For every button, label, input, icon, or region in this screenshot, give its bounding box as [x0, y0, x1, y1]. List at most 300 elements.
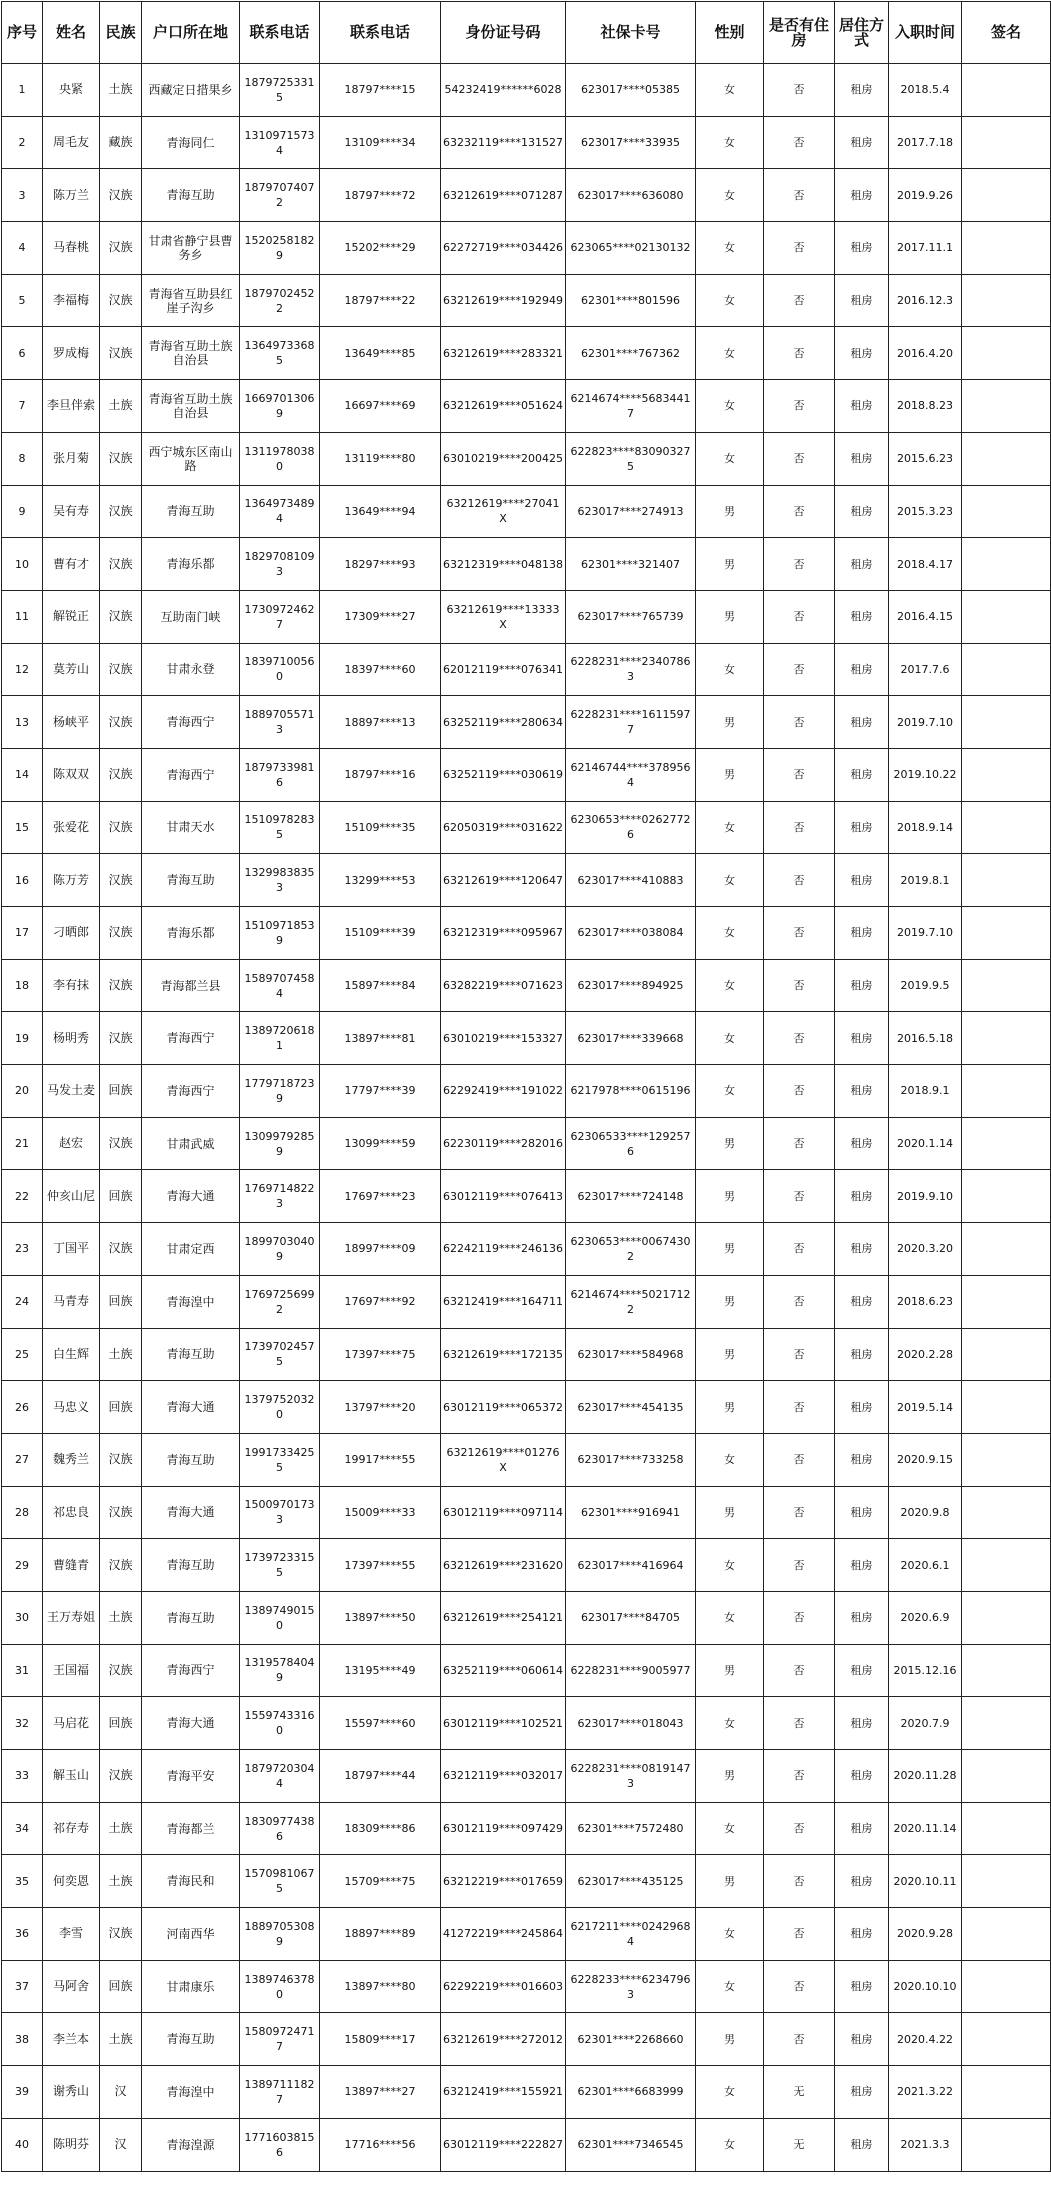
table-row — [2, 1539, 1051, 1592]
cell-signature[interactable] — [962, 380, 1051, 433]
cell-gender: 女 — [696, 1065, 764, 1118]
cell-phone-masked: 13897****80 — [320, 1960, 441, 2013]
cell-has-house: 否 — [764, 64, 835, 117]
cell-name: 张月菊 — [43, 432, 100, 485]
cell-index: 27 — [2, 1433, 43, 1486]
cell-signature[interactable] — [962, 1802, 1051, 1855]
cell-name: 仲亥山尼 — [43, 1170, 100, 1223]
cell-phone-masked: 15597****60 — [320, 1697, 441, 1750]
cell-index: 35 — [2, 1855, 43, 1908]
cell-id-number: 63252119****060614 — [441, 1644, 566, 1697]
cell-phone-masked: 17309****27 — [320, 590, 441, 643]
table-row — [2, 116, 1051, 169]
table-row — [2, 1433, 1051, 1486]
cell-gender: 男 — [696, 1855, 764, 1908]
col-header-gender: 性别 — [696, 2, 764, 64]
cell-signature[interactable] — [962, 169, 1051, 222]
cell-residence: 租房 — [835, 1065, 889, 1118]
cell-social-card: 623017****894925 — [566, 959, 696, 1012]
cell-has-house: 无 — [764, 2118, 835, 2171]
cell-social-card: 62301****2268660 — [566, 2013, 696, 2066]
cell-hire-date: 2019.8.1 — [889, 854, 962, 907]
cell-hukou: 青海民和 — [142, 1855, 240, 1908]
cell-signature[interactable] — [962, 590, 1051, 643]
cell-hire-date: 2019.5.14 — [889, 1381, 962, 1434]
cell-phone-masked: 18997****09 — [320, 1223, 441, 1276]
cell-ethnicity: 汉族 — [100, 432, 142, 485]
cell-id-number: 63010219****200425 — [441, 432, 566, 485]
cell-has-house: 否 — [764, 1486, 835, 1539]
cell-phone: 15202581829 — [240, 222, 320, 275]
cell-has-house: 否 — [764, 380, 835, 433]
cell-phone: 13299838353 — [240, 854, 320, 907]
cell-phone: 15109718539 — [240, 907, 320, 960]
table-row — [2, 380, 1051, 433]
cell-has-house: 否 — [764, 1591, 835, 1644]
cell-phone-masked: 17397****75 — [320, 1328, 441, 1381]
cell-name: 李有抹 — [43, 959, 100, 1012]
cell-id-number: 63212619****01276X — [441, 1433, 566, 1486]
cell-signature[interactable] — [962, 1855, 1051, 1908]
cell-name: 马发土麦 — [43, 1065, 100, 1118]
header-row — [2, 2, 1051, 64]
cell-signature[interactable] — [962, 801, 1051, 854]
cell-has-house: 否 — [764, 1644, 835, 1697]
cell-social-card: 623017****410883 — [566, 854, 696, 907]
cell-id-number: 63212619****27041X — [441, 485, 566, 538]
cell-phone: 17797187239 — [240, 1065, 320, 1118]
cell-gender: 男 — [696, 590, 764, 643]
cell-hukou: 西宁城东区南山路 — [142, 432, 240, 485]
cell-social-card: 623017****454135 — [566, 1381, 696, 1434]
cell-has-house: 否 — [764, 748, 835, 801]
cell-social-card: 6230653****00674302 — [566, 1223, 696, 1276]
cell-index: 4 — [2, 222, 43, 275]
cell-social-card: 62306533****1292576 — [566, 1117, 696, 1170]
cell-hukou: 青海互助 — [142, 1328, 240, 1381]
cell-hukou: 河南西华 — [142, 1908, 240, 1961]
cell-social-card: 623017****274913 — [566, 485, 696, 538]
cell-has-house: 否 — [764, 801, 835, 854]
cell-residence: 租房 — [835, 485, 889, 538]
cell-gender: 女 — [696, 1539, 764, 1592]
cell-id-number: 63212619****231620 — [441, 1539, 566, 1592]
cell-index: 24 — [2, 1275, 43, 1328]
cell-gender: 男 — [696, 1328, 764, 1381]
cell-gender: 女 — [696, 1908, 764, 1961]
cell-phone: 13797520320 — [240, 1381, 320, 1434]
cell-id-number: 63012119****065372 — [441, 1381, 566, 1434]
cell-phone: 13099792859 — [240, 1117, 320, 1170]
cell-residence: 租房 — [835, 643, 889, 696]
cell-gender: 女 — [696, 327, 764, 380]
col-header-name: 姓名 — [43, 2, 100, 64]
cell-gender: 女 — [696, 2066, 764, 2119]
cell-has-house: 否 — [764, 485, 835, 538]
cell-signature[interactable] — [962, 1697, 1051, 1750]
cell-hukou: 青海互助 — [142, 854, 240, 907]
cell-name: 王万寿姐 — [43, 1591, 100, 1644]
col-header-ethnicity: 民族 — [100, 2, 142, 64]
cell-phone: 17697256992 — [240, 1275, 320, 1328]
cell-id-number: 63282219****071623 — [441, 959, 566, 1012]
cell-id-number: 62292419****191022 — [441, 1065, 566, 1118]
cell-residence: 租房 — [835, 1539, 889, 1592]
cell-hire-date: 2019.9.5 — [889, 959, 962, 1012]
cell-residence: 租房 — [835, 907, 889, 960]
cell-social-card: 623017****435125 — [566, 1855, 696, 1908]
table-row — [2, 1275, 1051, 1328]
cell-ethnicity: 汉族 — [100, 959, 142, 1012]
cell-signature[interactable] — [962, 1644, 1051, 1697]
cell-phone-masked: 13897****50 — [320, 1591, 441, 1644]
cell-ethnicity: 汉族 — [100, 696, 142, 749]
cell-phone: 17697148223 — [240, 1170, 320, 1223]
cell-hire-date: 2018.4.17 — [889, 538, 962, 591]
cell-name: 祁忠良 — [43, 1486, 100, 1539]
col-header-hire-date: 入职时间 — [889, 2, 962, 64]
cell-name: 马青寿 — [43, 1275, 100, 1328]
cell-hukou: 青海互助 — [142, 169, 240, 222]
cell-hire-date: 2018.8.23 — [889, 380, 962, 433]
cell-index: 17 — [2, 907, 43, 960]
cell-id-number: 63212619****272012 — [441, 2013, 566, 2066]
cell-social-card: 6217211****02429684 — [566, 1908, 696, 1961]
cell-index: 20 — [2, 1065, 43, 1118]
cell-index: 39 — [2, 2066, 43, 2119]
cell-hire-date: 2016.5.18 — [889, 1012, 962, 1065]
cell-name: 王国福 — [43, 1644, 100, 1697]
cell-gender: 女 — [696, 274, 764, 327]
table-row — [2, 327, 1051, 380]
cell-signature[interactable] — [962, 1012, 1051, 1065]
cell-name: 解玉山 — [43, 1750, 100, 1803]
cell-hire-date: 2021.3.3 — [889, 2118, 962, 2171]
cell-index: 9 — [2, 485, 43, 538]
cell-gender: 女 — [696, 1802, 764, 1855]
cell-social-card: 6214674****50217122 — [566, 1275, 696, 1328]
cell-hire-date: 2015.12.16 — [889, 1644, 962, 1697]
cell-gender: 女 — [696, 222, 764, 275]
cell-id-number: 63212619****051624 — [441, 380, 566, 433]
cell-social-card: 623017****33935 — [566, 116, 696, 169]
cell-residence: 租房 — [835, 1697, 889, 1750]
cell-id-number: 63212619****071287 — [441, 169, 566, 222]
cell-signature[interactable] — [962, 1117, 1051, 1170]
cell-gender: 女 — [696, 1012, 764, 1065]
cell-name: 魏秀兰 — [43, 1433, 100, 1486]
cell-hukou: 青海省互助土族自治县 — [142, 380, 240, 433]
cell-residence: 租房 — [835, 1223, 889, 1276]
cell-hukou: 青海互助 — [142, 1591, 240, 1644]
table-row — [2, 590, 1051, 643]
table-row — [2, 2118, 1051, 2171]
cell-residence: 租房 — [835, 1855, 889, 1908]
table-row — [2, 1855, 1051, 1908]
cell-signature[interactable] — [962, 907, 1051, 960]
cell-has-house: 否 — [764, 854, 835, 907]
cell-phone-masked: 18897****13 — [320, 696, 441, 749]
cell-signature[interactable] — [962, 2118, 1051, 2171]
cell-ethnicity: 汉族 — [100, 1750, 142, 1803]
cell-signature[interactable] — [962, 1275, 1051, 1328]
cell-hukou: 青海互助 — [142, 485, 240, 538]
cell-id-number: 63012119****076413 — [441, 1170, 566, 1223]
table-row — [2, 1960, 1051, 2013]
cell-ethnicity: 回族 — [100, 1170, 142, 1223]
cell-hukou: 甘肃省静宁县曹务乡 — [142, 222, 240, 275]
cell-social-card: 6230653****02627726 — [566, 801, 696, 854]
cell-signature[interactable] — [962, 959, 1051, 1012]
cell-ethnicity: 土族 — [100, 64, 142, 117]
table-row — [2, 1170, 1051, 1223]
table-row — [2, 1065, 1051, 1118]
cell-hukou: 青海大通 — [142, 1697, 240, 1750]
cell-name: 陈明芬 — [43, 2118, 100, 2171]
cell-residence: 租房 — [835, 116, 889, 169]
cell-name: 周毛友 — [43, 116, 100, 169]
cell-hire-date: 2020.3.20 — [889, 1223, 962, 1276]
cell-hire-date: 2017.7.18 — [889, 116, 962, 169]
cell-phone-masked: 15109****39 — [320, 907, 441, 960]
cell-has-house: 否 — [764, 1328, 835, 1381]
cell-signature[interactable] — [962, 2066, 1051, 2119]
cell-phone: 13649734894 — [240, 485, 320, 538]
cell-signature[interactable] — [962, 538, 1051, 591]
cell-signature[interactable] — [962, 1960, 1051, 2013]
cell-signature[interactable] — [962, 64, 1051, 117]
cell-index: 38 — [2, 2013, 43, 2066]
cell-phone-masked: 18309****86 — [320, 1802, 441, 1855]
table-row — [2, 696, 1051, 749]
cell-social-card: 62301****916941 — [566, 1486, 696, 1539]
cell-signature[interactable] — [962, 1539, 1051, 1592]
cell-residence: 租房 — [835, 1117, 889, 1170]
cell-ethnicity: 汉族 — [100, 538, 142, 591]
cell-signature[interactable] — [962, 485, 1051, 538]
cell-signature[interactable] — [962, 1433, 1051, 1486]
cell-id-number: 63212419****155921 — [441, 2066, 566, 2119]
cell-residence: 租房 — [835, 327, 889, 380]
cell-phone: 15809724717 — [240, 2013, 320, 2066]
cell-social-card: 622823****830903275 — [566, 432, 696, 485]
cell-phone-masked: 16697****69 — [320, 380, 441, 433]
col-header-residence: 居住方式 — [835, 2, 889, 64]
cell-signature[interactable] — [962, 1750, 1051, 1803]
cell-has-house: 否 — [764, 222, 835, 275]
cell-signature[interactable] — [962, 274, 1051, 327]
cell-name: 杨峡平 — [43, 696, 100, 749]
cell-phone: 15009701733 — [240, 1486, 320, 1539]
cell-social-card: 6228231****23407863 — [566, 643, 696, 696]
cell-index: 18 — [2, 959, 43, 1012]
cell-phone-masked: 13195****49 — [320, 1644, 441, 1697]
cell-phone-masked: 17397****55 — [320, 1539, 441, 1592]
cell-signature[interactable] — [962, 1908, 1051, 1961]
cell-gender: 女 — [696, 1960, 764, 2013]
cell-name: 张爱花 — [43, 801, 100, 854]
cell-social-card: 623017****733258 — [566, 1433, 696, 1486]
cell-gender: 男 — [696, 696, 764, 749]
cell-phone: 15109782835 — [240, 801, 320, 854]
cell-has-house: 否 — [764, 1908, 835, 1961]
table-row — [2, 907, 1051, 960]
cell-ethnicity: 汉族 — [100, 169, 142, 222]
cell-phone-masked: 13649****85 — [320, 327, 441, 380]
table-row — [2, 274, 1051, 327]
cell-signature[interactable] — [962, 643, 1051, 696]
cell-signature[interactable] — [962, 116, 1051, 169]
cell-ethnicity: 土族 — [100, 1328, 142, 1381]
cell-phone-masked: 18797****22 — [320, 274, 441, 327]
cell-index: 23 — [2, 1223, 43, 1276]
cell-phone: 18797024522 — [240, 274, 320, 327]
cell-hukou: 青海省互助土族自治县 — [142, 327, 240, 380]
cell-gender: 女 — [696, 380, 764, 433]
cell-name: 赵宏 — [43, 1117, 100, 1170]
cell-hukou: 青海湟中 — [142, 1275, 240, 1328]
cell-ethnicity: 汉 — [100, 2118, 142, 2171]
cell-signature[interactable] — [962, 432, 1051, 485]
cell-hukou: 互助南门峡 — [142, 590, 240, 643]
cell-signature[interactable] — [962, 854, 1051, 907]
cell-ethnicity: 汉族 — [100, 327, 142, 380]
cell-ethnicity: 藏族 — [100, 116, 142, 169]
cell-name: 罗成梅 — [43, 327, 100, 380]
cell-hukou: 青海省互助县红崖子沟乡 — [142, 274, 240, 327]
cell-ethnicity: 汉族 — [100, 801, 142, 854]
cell-id-number: 41272219****245864 — [441, 1908, 566, 1961]
cell-id-number: 63212619****254121 — [441, 1591, 566, 1644]
table-row — [2, 1381, 1051, 1434]
cell-gender: 男 — [696, 1750, 764, 1803]
cell-gender: 男 — [696, 1117, 764, 1170]
cell-ethnicity: 土族 — [100, 380, 142, 433]
cell-signature[interactable] — [962, 1223, 1051, 1276]
cell-gender: 男 — [696, 538, 764, 591]
cell-residence: 租房 — [835, 1328, 889, 1381]
cell-signature[interactable] — [962, 1170, 1051, 1223]
cell-phone-masked: 18897****89 — [320, 1908, 441, 1961]
cell-signature[interactable] — [962, 696, 1051, 749]
cell-signature[interactable] — [962, 748, 1051, 801]
cell-has-house: 否 — [764, 1012, 835, 1065]
cell-phone-masked: 13099****59 — [320, 1117, 441, 1170]
cell-hukou: 西藏定日措果乡 — [142, 64, 240, 117]
cell-phone: 18309774386 — [240, 1802, 320, 1855]
cell-name: 曹缝青 — [43, 1539, 100, 1592]
cell-index: 2 — [2, 116, 43, 169]
cell-ethnicity: 回族 — [100, 1960, 142, 2013]
cell-index: 16 — [2, 854, 43, 907]
cell-hire-date: 2018.9.14 — [889, 801, 962, 854]
cell-hukou: 甘肃永登 — [142, 643, 240, 696]
cell-hire-date: 2020.4.22 — [889, 2013, 962, 2066]
cell-residence: 租房 — [835, 854, 889, 907]
cell-phone: 15597433160 — [240, 1697, 320, 1750]
cell-signature[interactable] — [962, 327, 1051, 380]
cell-social-card: 6228231****08191473 — [566, 1750, 696, 1803]
cell-hire-date: 2020.7.9 — [889, 1697, 962, 1750]
cell-signature[interactable] — [962, 1486, 1051, 1539]
cell-signature[interactable] — [962, 1328, 1051, 1381]
cell-phone: 18897053089 — [240, 1908, 320, 1961]
cell-ethnicity: 回族 — [100, 1065, 142, 1118]
cell-hire-date: 2020.6.9 — [889, 1591, 962, 1644]
cell-index: 14 — [2, 748, 43, 801]
cell-phone-masked: 17716****56 — [320, 2118, 441, 2171]
cell-gender: 男 — [696, 2013, 764, 2066]
cell-phone: 13897463780 — [240, 1960, 320, 2013]
cell-ethnicity: 汉族 — [100, 1486, 142, 1539]
cell-ethnicity: 汉族 — [100, 1223, 142, 1276]
cell-phone-masked: 18797****16 — [320, 748, 441, 801]
cell-signature[interactable] — [962, 1065, 1051, 1118]
cell-signature[interactable] — [962, 2013, 1051, 2066]
cell-hire-date: 2019.10.22 — [889, 748, 962, 801]
cell-gender: 女 — [696, 643, 764, 696]
cell-hire-date: 2016.4.15 — [889, 590, 962, 643]
cell-name: 莫芳山 — [43, 643, 100, 696]
cell-residence: 租房 — [835, 432, 889, 485]
cell-gender: 女 — [696, 2118, 764, 2171]
cell-phone: 13119780380 — [240, 432, 320, 485]
table-row — [2, 64, 1051, 117]
cell-ethnicity: 汉族 — [100, 485, 142, 538]
cell-hukou: 青海西宁 — [142, 1065, 240, 1118]
cell-index: 32 — [2, 1697, 43, 1750]
cell-signature[interactable] — [962, 1381, 1051, 1434]
cell-phone: 18397100560 — [240, 643, 320, 696]
cell-id-number: 63212319****048138 — [441, 538, 566, 591]
cell-index: 31 — [2, 1644, 43, 1697]
table-row — [2, 1697, 1051, 1750]
col-header-has-house: 是否有住房 — [764, 2, 835, 64]
cell-ethnicity: 汉族 — [100, 854, 142, 907]
cell-name: 谢秀山 — [43, 2066, 100, 2119]
cell-gender: 女 — [696, 854, 764, 907]
cell-phone-masked: 13797****20 — [320, 1381, 441, 1434]
cell-hire-date: 2019.7.10 — [889, 696, 962, 749]
cell-signature[interactable] — [962, 1591, 1051, 1644]
cell-hukou: 青海湟中 — [142, 2066, 240, 2119]
table-row — [2, 643, 1051, 696]
cell-has-house: 否 — [764, 274, 835, 327]
cell-id-number: 63212619****172135 — [441, 1328, 566, 1381]
cell-hukou: 青海平安 — [142, 1750, 240, 1803]
cell-id-number: 62050319****031622 — [441, 801, 566, 854]
cell-residence: 租房 — [835, 1908, 889, 1961]
cell-id-number: 63212219****017659 — [441, 1855, 566, 1908]
cell-id-number: 63212619****120647 — [441, 854, 566, 907]
cell-signature[interactable] — [962, 222, 1051, 275]
cell-has-house: 否 — [764, 696, 835, 749]
cell-has-house: 否 — [764, 1697, 835, 1750]
cell-hukou: 青海都兰 — [142, 1802, 240, 1855]
cell-gender: 女 — [696, 116, 764, 169]
cell-hukou: 青海大通 — [142, 1381, 240, 1434]
cell-residence: 租房 — [835, 801, 889, 854]
cell-id-number: 62012119****076341 — [441, 643, 566, 696]
cell-social-card: 623017****018043 — [566, 1697, 696, 1750]
cell-index: 13 — [2, 696, 43, 749]
cell-hire-date: 2015.3.23 — [889, 485, 962, 538]
cell-phone: 13897490150 — [240, 1591, 320, 1644]
table-row — [2, 1802, 1051, 1855]
cell-index: 26 — [2, 1381, 43, 1434]
cell-hire-date: 2021.3.22 — [889, 2066, 962, 2119]
table-row — [2, 1591, 1051, 1644]
